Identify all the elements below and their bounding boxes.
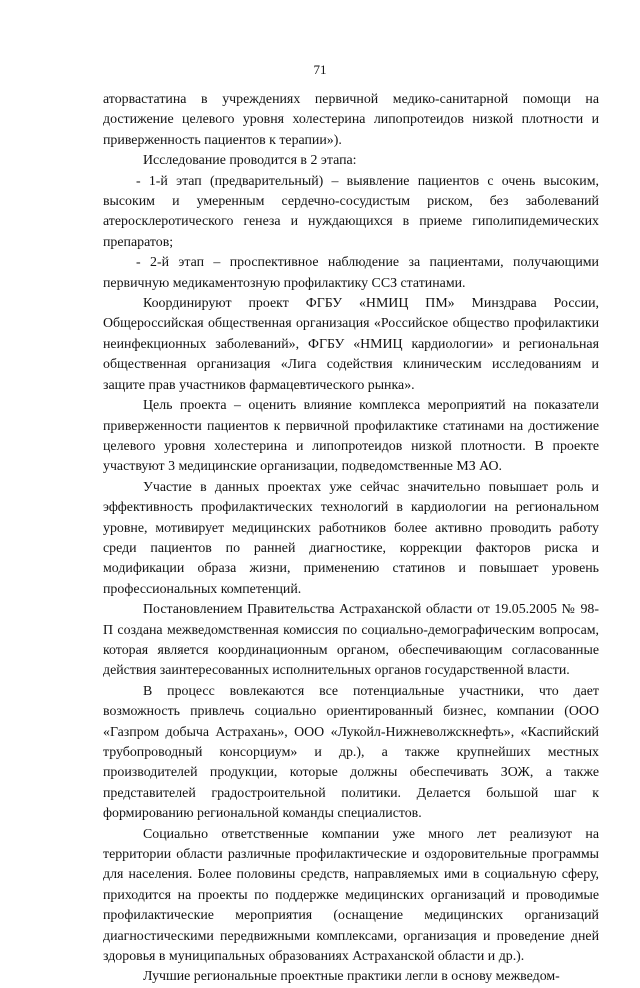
paragraph: Лучшие региональные проектные практики легли в основу межведом- xyxy=(143,969,560,985)
body-text xyxy=(103,90,599,988)
paragraph: Социально ответственные компании уже много лет реализуют на территории области различные профилактические и оздоровительные программы для населения. Более половины средств, направляемых ими в социальную сферу, приходится на проекты по поддержке медицинских организаций и проводимые профилактические мероприятия (оснащение медицинских организаций диагностическими передвижными комплексами, организация и проведение дней здоровья в муниципальных образованиях Астраханской области и др.). xyxy=(103,826,599,965)
paragraph: Цель проекта – оценить влияние комплекса мероприятий на показатели приверженности пациентов к первичной профилактике статинами на достижение целевого уровня холестерина и липопротеидов низкой плотности. В проекте участвуют 3 медицинские организации, подведомственные МЗ АО. xyxy=(103,398,599,475)
page-number: 71 xyxy=(313,62,327,77)
paragraph: В процесс вовлекаются все потенциальные участники, что дает возможность привлечь социально ориентированный бизнес, компании (ООО «Газпром добыча Астрахань», ООО «Лукойл-Нижневолжскнефть», «Каспийский трубопроводный консорциум» и др.), а также крупнейших местных производителей продукции, которые должны обеспечивать ЗОЖ, а также представителей градостроительной политики. Делается большой шаг к формированию региональной команды специалистов. xyxy=(103,683,599,822)
paragraph: - 2-й этап – проспективное наблюдение за пациентами, получающими первичную медикаментозную профилактику ССЗ статинами. xyxy=(103,255,599,291)
paragraph: Исследование проводится в 2 этапа: xyxy=(143,153,357,169)
paragraph: Координируют проект ФГБУ «НМИЦ ПМ» Минздрава России, Общероссийская общественная организация «Российское общество профилактики неинфекционных заболеваний», ФГБУ «НМИЦ кардиологии» и региональная общественная организация «Лига содействия клиническим исследованиям и защите прав участников фармацевтического рынка». xyxy=(103,296,599,393)
paragraph: Постановлением Правительства Астраханской области от 19.05.2005 № 98-П создана межведомственная комиссия по социально-демографическим вопросам, которая является координационным органом, обеспечивающим согласованные действия заинтересованных исполнительных органов государственной власти. xyxy=(103,602,599,679)
paragraph: Участие в данных проектах уже сейчас значительно повышает роль и эффективность профилактических технологий в кардиологии на региональном уровне, мотивирует медицинских работников более активно проводить работу среди пациентов по ранней диагностике, коррекции факторов риска и модификации образа жизни, применению статинов и повышает уровень профессиональных компетенций. xyxy=(103,479,599,597)
paragraph: аторвастатина в учреждениях первичной медико-санитарной помощи на достижение целевого уровня холестерина липопротеидов низкой плотности и приверженность пациентов к терапии»). xyxy=(103,92,599,148)
paragraph: - 1-й этап (предварительный) – выявление пациентов с очень высоким, высоким и умеренным сердечно-сосудистым риском, без заболеваний атеросклеротического генеза и нуждающихся в приеме гиполипидемических препаратов; xyxy=(103,173,599,250)
